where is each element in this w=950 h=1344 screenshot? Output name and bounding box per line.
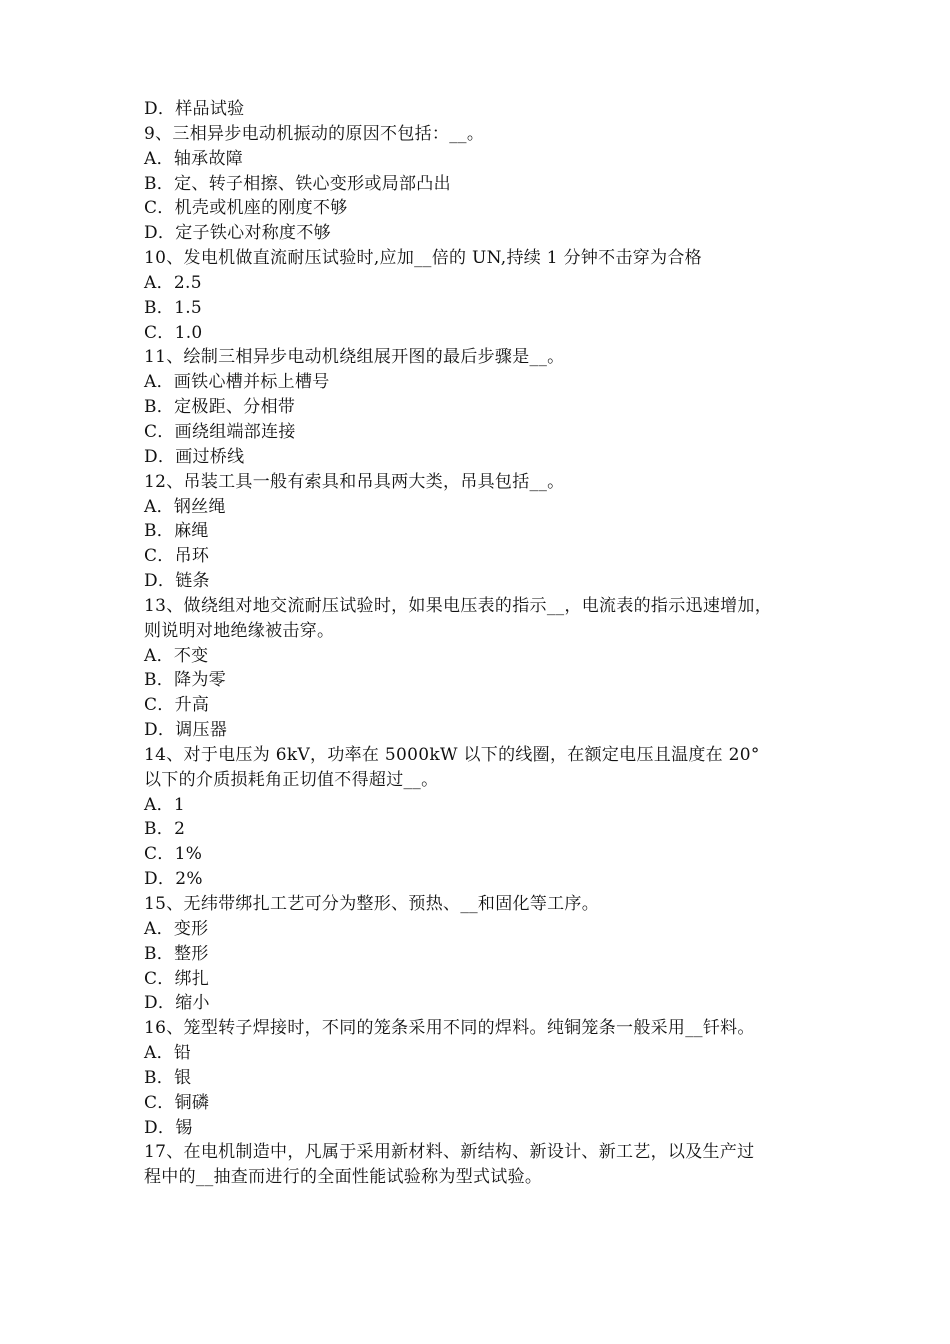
option-c-q13: C．升高 — [144, 695, 210, 716]
question-12: 12、吊装工具一般有索具和吊具两大类，吊具包括__。 — [144, 471, 565, 492]
question-13-line-2: 则说明对地绝缘被击穿。 — [144, 620, 335, 641]
option-d-q13: D．调压器 — [144, 720, 228, 741]
option-a-q11: A．画铁心槽并标上槽号 — [144, 372, 330, 393]
option-c-q12: C．吊环 — [144, 546, 210, 567]
option-a-q13: A．不变 — [144, 645, 209, 666]
option-d-q14: D．2% — [144, 869, 203, 890]
option-b-q12: B．麻绳 — [144, 521, 209, 542]
document-page — [144, 97, 824, 1190]
question-14-line-1: 14、对于电压为 6kV，功率在 5000kW 以下的线圈，在额定电压且温度在 20° — [144, 744, 760, 765]
option-a-q15: A．变形 — [144, 918, 209, 939]
option-a-q9: A．轴承故障 — [144, 148, 244, 169]
question-15: 15、无纬带绑扎工艺可分为整形、预热、__和固化等工序。 — [144, 894, 600, 914]
option-a-q14: A．1 — [144, 794, 185, 815]
option-b-q11: B．定极距、分相带 — [144, 397, 296, 418]
question-17-line-1: 17、在电机制造中，凡属于采用新材料、新结构、新设计、新工艺，以及生产过 — [144, 1142, 755, 1163]
question-9: 9、三相异步电动机振动的原因不包括：__。 — [144, 123, 485, 144]
option-c-q15: C．绑扎 — [144, 968, 210, 989]
option-b-q15: B．整形 — [144, 943, 209, 964]
option-a-q10: A．2.5 — [144, 272, 202, 293]
option-b-q14: B．2 — [144, 819, 186, 840]
question-17-line-2: 程中的__抽查而进行的全面性能试验称为型式试验。 — [144, 1167, 543, 1188]
option-c-q10: C．1.0 — [144, 322, 203, 343]
option-c-q14: C．1% — [144, 844, 203, 865]
option-d-q9: D．定子铁心对称度不够 — [144, 223, 331, 244]
question-13-line-1: 13、做绕组对地交流耐压试验时，如果电压表的指示__，电流表的指示迅速增加， — [144, 595, 773, 616]
option-b-q10: B．1.5 — [144, 297, 203, 318]
option-c-q9: C．机壳或机座的刚度不够 — [144, 198, 348, 219]
option-b-q16: B．银 — [144, 1067, 192, 1088]
question-10: 10、发电机做直流耐压试验时,应加__倍的 UN,持续 1 分钟不击穿为合格 — [144, 248, 702, 269]
option-a-q16: A．铅 — [144, 1043, 192, 1064]
question-11: 11、绘制三相异步电动机绕组展开图的最后步骤是__。 — [144, 347, 565, 368]
option-d-q12: D．链条 — [144, 571, 210, 592]
option-d-q11: D．画过桥线 — [144, 446, 245, 467]
question-14-line-2: 以下的介质损耗角正切值不得超过__。 — [144, 769, 439, 790]
option-d-q15: D．缩小 — [144, 993, 210, 1014]
option-b-q13: B．降为零 — [144, 670, 226, 691]
option-d-q8: D．样品试验 — [144, 99, 245, 119]
option-a-q12: A．钢丝绳 — [144, 496, 226, 517]
question-16: 16、笼型转子焊接时，不同的笼条采用不同的焊料。纯铜笼条一般采用__钎料。 — [144, 1018, 755, 1039]
option-c-q16: C．铜磷 — [144, 1092, 210, 1113]
option-b-q9: B．定、转子相擦、铁心变形或局部凸出 — [144, 173, 451, 194]
option-d-q16: D．锡 — [144, 1117, 193, 1138]
option-c-q11: C．画绕组端部连接 — [144, 421, 296, 442]
